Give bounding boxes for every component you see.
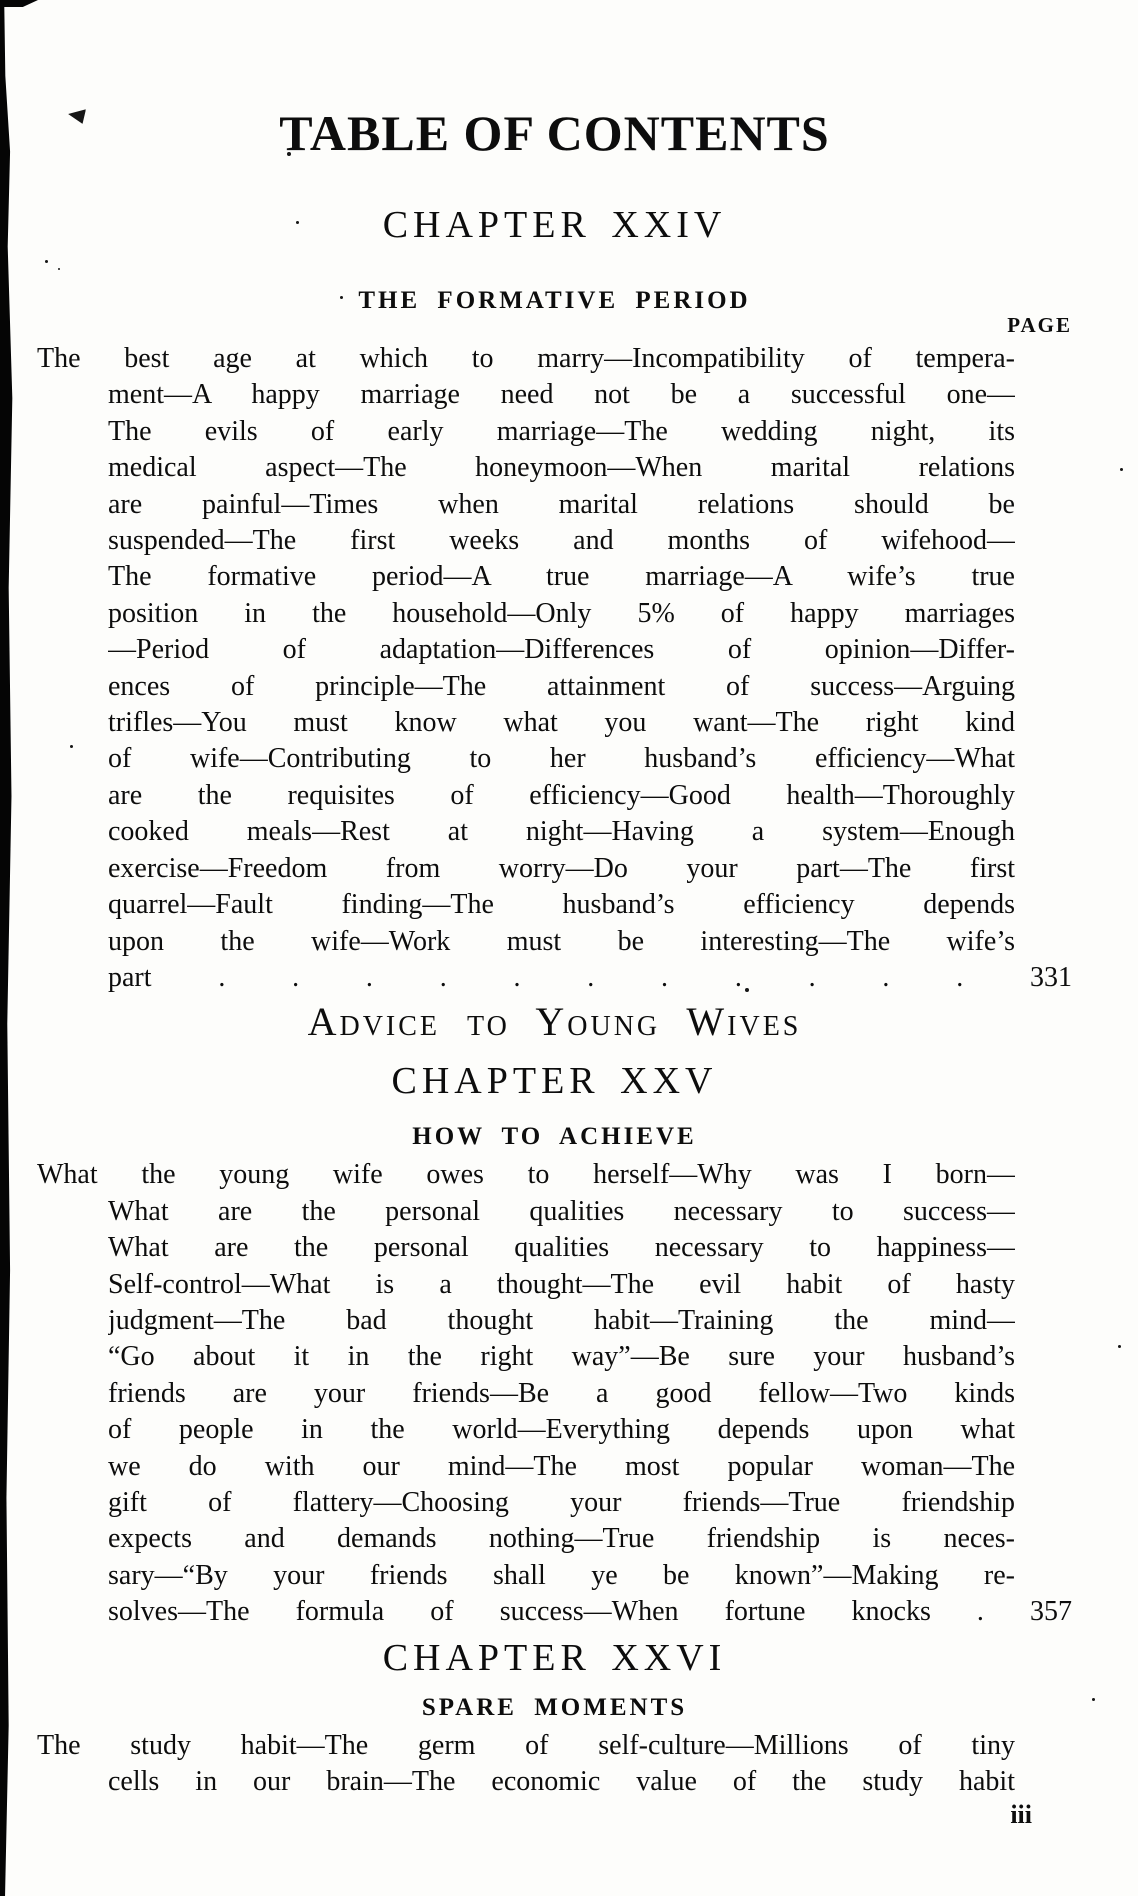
toc-line: —Period of adaptation—Differences of opinion—Differ- [108, 634, 1015, 666]
toc-line: of people in the world—Everything depends upon what [108, 1414, 1015, 1446]
folio-page-number: iii [1010, 1800, 1032, 1830]
toc-line: cooked meals—Rest at night—Having a system—Enough [108, 816, 1015, 848]
toc-line: What are the personal qualities necessary to success— [108, 1195, 1015, 1227]
toc-line: The best age at which to marry—Incompatibility of tempera- [37, 343, 1015, 374]
chapter-heading-xxiv: CHAPTER XXIV [382, 204, 727, 246]
scan-corner-smudge [0, 0, 38, 7]
toc-line: position in the household—Only 5% of happy marriages [108, 597, 1015, 629]
page-number: 331 [1030, 961, 1072, 993]
toc-leader-line [108, 960, 1072, 996]
toc-line: ences of principle—The attainment of success—Arguing [108, 670, 1015, 702]
part-heading-advice-to-young-wives: Advice to Young Wives [307, 999, 802, 1045]
toc-line: quarrel—Fault finding—The husband’s efficiency depends [108, 889, 1015, 921]
toc-line: What are the personal qualities necessary to happiness— [108, 1232, 1015, 1264]
toc-line: expects and demands nothing—True friendship is neces- [108, 1523, 1015, 1555]
toc-line-text: part . . . . . . . . . . . [108, 961, 964, 993]
toc-line: The study habit—The germ of self-culture—Millions of tiny [37, 1729, 1015, 1761]
toc-leader-line [108, 1594, 1072, 1630]
page-number: 357 [1030, 1596, 1072, 1628]
toc-entry-chapter-xxv [37, 1157, 1072, 1630]
toc-line: of wife—Contributing to her husband’s efficiency—What [108, 743, 1015, 775]
toc-line: exercise—Freedom from worry—Do your part—The first [108, 852, 1015, 884]
toc-line: sary—“By your friends shall ye be known”—Making re- [108, 1559, 1015, 1591]
section-title-how-to-achieve: HOW TO ACHIEVE [412, 1123, 697, 1151]
chapter-heading-xxvi: CHAPTER XXVI [382, 1636, 727, 1679]
scan-speckle [1120, 468, 1123, 471]
page-title: TABLE OF CONTENTS [279, 105, 830, 161]
toc-line: suspended—The first weeks and months of wifehood— [108, 525, 1015, 557]
toc-line: “Go about it in the right way”—Be sure your husband’s [108, 1341, 1015, 1373]
section-title-spare-moments: SPARE MOMENTS [421, 1693, 688, 1721]
toc-line: friends are your friends—Be a good fellow—Two kinds [108, 1377, 1015, 1409]
toc-line-text: solves—The formula of success—When fortune knocks . [108, 1596, 984, 1628]
toc-line: Self-control—What is a thought—The evil habit of hasty [108, 1268, 1015, 1300]
chapter-heading-xxv: CHAPTER XXV [391, 1060, 718, 1103]
toc-line: trifles—You must know what you want—The right kind [108, 707, 1015, 739]
toc-line: medical aspect—The honeymoon—When marital relations [108, 452, 1015, 484]
toc-line: ment—A happy marriage need not be a successful one— [108, 379, 1015, 411]
page-column-label: PAGE [1007, 313, 1072, 337]
toc-line: are painful—Times when marital relations should be [108, 488, 1015, 520]
toc-line: What the young wife owes to herself—Why was I born— [37, 1159, 1015, 1191]
section-title-formative-period: THE FORMATIVE PERIOD [358, 287, 751, 314]
scan-spine-artifact [0, 0, 14, 1896]
toc-line: The evils of early marriage—The wedding night, its [108, 415, 1015, 447]
toc-line: cells in our brain—The economic value of the study habit [108, 1766, 1015, 1797]
toc-line: judgment—The bad thought habit—Training the mind— [108, 1304, 1015, 1336]
scan-speckle [1092, 1698, 1095, 1701]
toc-entry-chapter-xxvi [37, 1728, 1072, 1801]
toc-line: gift of flattery—Choosing your friends—True friendship [108, 1486, 1015, 1518]
page-content [37, 0, 1072, 1828]
toc-entry-chapter-xxiv [37, 341, 1072, 996]
toc-line: we do with our mind—The most popular woman—The [108, 1450, 1015, 1482]
toc-line: upon the wife—Work must be interesting—The wife’s [108, 925, 1015, 957]
scan-speckle [1118, 1345, 1121, 1348]
toc-line: The formative period—A true marriage—A wife’s true [108, 561, 1015, 593]
toc-line: are the requisites of efficiency—Good health—Thoroughly [108, 779, 1015, 811]
